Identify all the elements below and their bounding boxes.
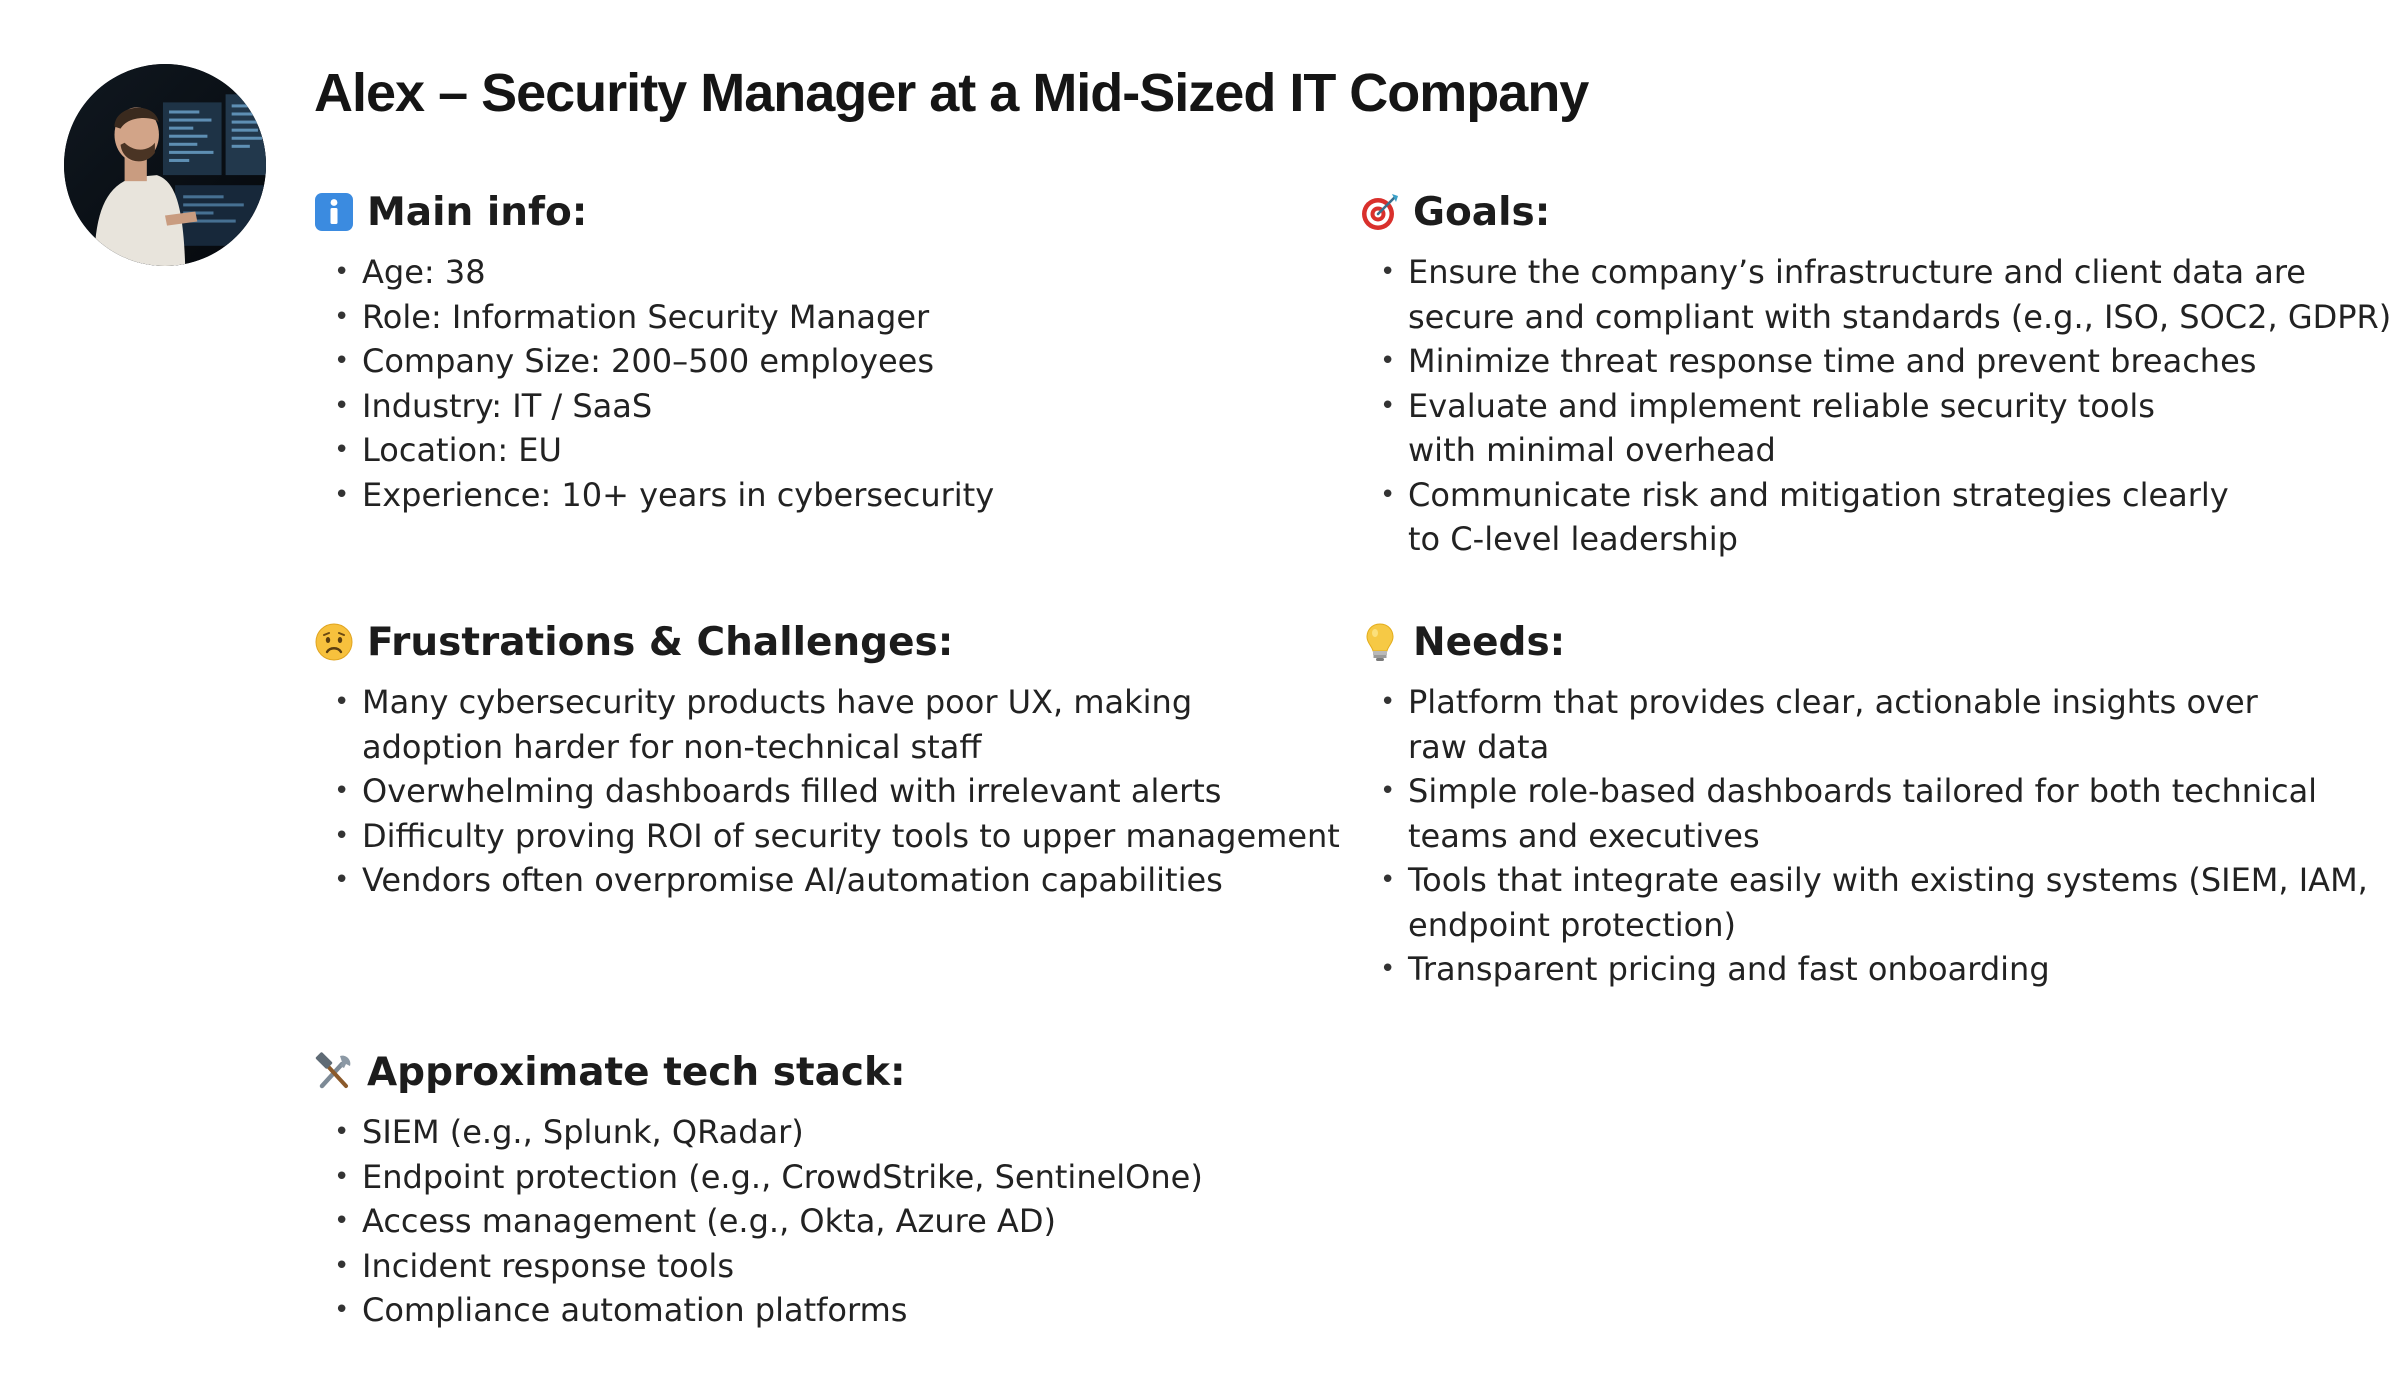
info-icon (314, 192, 354, 232)
list-item: • Overwhelming dashboards filled with irrelevant alerts (334, 772, 1222, 810)
light-bulb-icon (1360, 622, 1400, 662)
list-item: • Compliance automation platforms (334, 1291, 908, 1329)
list-item: • Endpoint protection (e.g., CrowdStrike, SentinelOne) (334, 1157, 1203, 1196)
list-item: • Access management (e.g., Okta, Azure AD) (334, 1202, 1056, 1240)
list-item: • Platform that provides clear, actionable insights over raw data (1380, 683, 2258, 766)
section-title: Approximate tech stack: (367, 1049, 906, 1095)
main-info-list (314, 250, 994, 517)
worried-face-icon (314, 622, 354, 662)
section-header (314, 612, 1340, 672)
target-icon (1360, 192, 1400, 232)
list-item: • Transparent pricing and fast onboarding (1380, 950, 2050, 988)
avatar (64, 64, 266, 266)
list-item: • Location: EU (334, 431, 562, 469)
section-title: Goals: (1413, 189, 1551, 235)
section-title: Main info: (367, 189, 588, 235)
list-item: • Minimize threat response time and prevent breaches (1380, 342, 2257, 380)
tech-stack-list (314, 1110, 1203, 1333)
section-title: Frustrations & Challenges: (367, 619, 954, 665)
list-item: • Communicate risk and mitigation strategies clearly to C-level leadership (1380, 475, 2229, 558)
list-item: • Difficulty proving ROI of security tools to upper management (334, 816, 1340, 855)
list-item: • Tools that integrate easily with existing systems (SIEM, IAM, endpoint protection) (1380, 861, 2368, 944)
list-item: • Company Size: 200–500 employees (334, 342, 934, 380)
list-item: • Role: Information Security Manager (334, 297, 930, 336)
list-item: • Industry: IT / SaaS (334, 386, 653, 425)
section-main-info (314, 182, 994, 517)
section-header (314, 1042, 1203, 1102)
list-item: • Evaluate and implement reliable security tools with minimal overhead (1380, 386, 2155, 469)
list-item: • Vendors often overpromise AI/automation capabilities (334, 861, 1223, 899)
section-header (1360, 182, 2391, 242)
list-item: • Incident response tools (334, 1246, 734, 1285)
needs-list (1360, 680, 2368, 992)
section-goals (1360, 182, 2391, 562)
section-needs (1360, 612, 2368, 992)
person-at-computer-photo (64, 64, 266, 266)
list-item: • SIEM (e.g., Splunk, QRadar) (334, 1113, 804, 1151)
list-item: • Many cybersecurity products have poor UX, making adoption harder for non-technical staff (334, 683, 1193, 766)
list-item: • Simple role-based dashboards tailored for both technical teams and executives (1380, 772, 2318, 855)
section-header (314, 182, 994, 242)
frustrations-list (314, 680, 1340, 903)
page-title: Alex – Security Manager at a Mid-Sized IT Company (314, 63, 1589, 123)
section-frustrations (314, 612, 1340, 903)
hammer-and-wrench-icon (314, 1052, 354, 1092)
goals-list (1360, 250, 2391, 562)
list-item: • Ensure the company’s infrastructure and client data are secure and compliant with standards (e.g., ISO, SOC2, GDPR) (1380, 253, 2392, 336)
section-title: Needs: (1413, 619, 1566, 665)
section-tech-stack (314, 1042, 1203, 1333)
list-item: • Age: 38 (334, 253, 486, 291)
section-header (1360, 612, 2368, 672)
list-item: • Experience: 10+ years in cybersecurity (334, 475, 995, 514)
